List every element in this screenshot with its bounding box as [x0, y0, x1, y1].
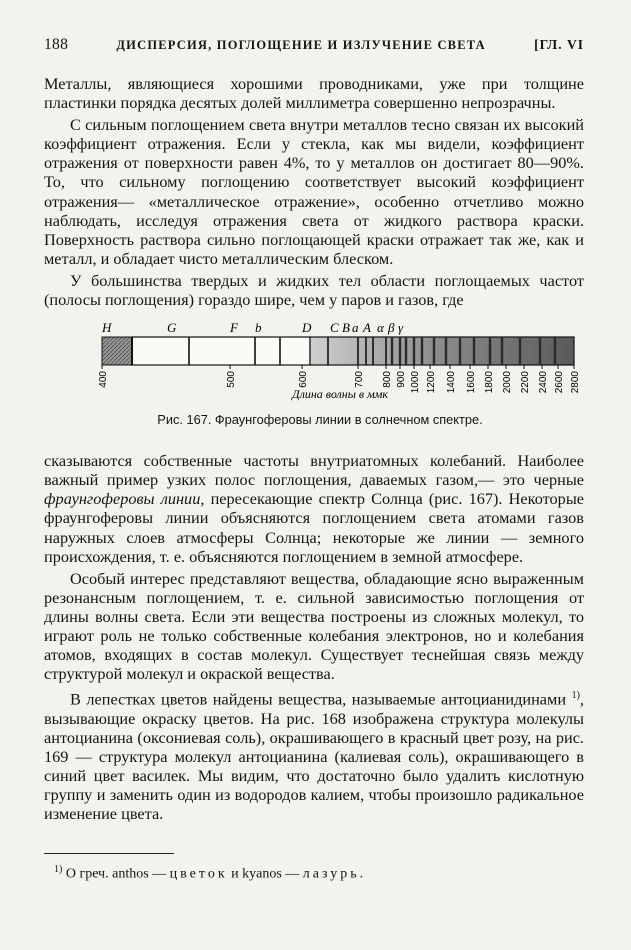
figure-caption: Рис. 167. Фраунгоферовы линии в солнечном спектре. — [157, 412, 483, 428]
footnote-word-azure: лазурь — [302, 866, 360, 882]
footnote — [54, 864, 584, 883]
line-label-11: γ — [398, 320, 404, 336]
spectrum-diagram — [50, 317, 580, 401]
line-label-0: H — [102, 320, 112, 336]
footnote-text-end: . — [359, 866, 364, 882]
line-label-3: b — [255, 320, 262, 336]
line-label-6: B — [342, 320, 350, 336]
paragraph-fraunhofer-lines — [44, 451, 584, 566]
paragraph-anthocyanins — [44, 686, 584, 823]
paragraph-metals-opacity: Металлы, являющиеся хорошими проводниками, уже при толщине пластинки порядка десятых долей миллиметра совершенно непрозрачны. — [44, 74, 584, 113]
spectrum-visible-band — [132, 337, 310, 365]
line-label-9: α — [377, 320, 384, 336]
paragraph-resonance-absorption: Особый интерес представляют вещества, обладающие ясно выраженным резонансным поглощением, т. е. сильной зависимостью поглощения от длины волны света. Если эти вещества построены из сложных молекул, то играют роль не только собственные колебания электронов, но и колебания атомов, входящих в состав молекул. Существует теснейшая связь между структурой молекул и окраской вещества. — [44, 568, 584, 684]
paragraph-metal-reflection: С сильным поглощением света внутри металлов тесно связан их высокий коэффициент отражения. Если у стекла, как мы видели, коэффициент отражения от поверхности равен 4%, то у металлов он достигает 80—90%. То, что сильному поглощению соответствует высокий коэффициент отражения— «металлическое отражение», особенно отчетливо можно наблюдать, исследуя отражения света от жидкого раствора краски. Поверхность раствора сильно поглощающей краски отражает так же, как и металл, и обладает чисто металлическим блеском. — [44, 115, 584, 268]
tick-label-2600: 2600 — [554, 371, 565, 394]
footnote-text-1: О греч. anthos — — [62, 866, 170, 882]
tick-label-900: 900 — [396, 371, 407, 388]
spectrum-violet-end — [102, 337, 132, 365]
para4-text-start: сказываются собственные частоты внутриатомных колебаний. Наиболее важный пример узких полос поглощения, даваемых газом,— это черные — [44, 451, 584, 490]
line-label-8: A — [363, 320, 371, 336]
running-title: ДИСПЕРСИЯ, ПОГЛОЩЕНИЕ И ИЗЛУЧЕНИЕ СВЕТА — [116, 38, 486, 52]
page-number: 188 — [44, 36, 69, 53]
line-label-4: D — [302, 320, 312, 336]
line-label-10: β — [388, 320, 395, 336]
tick-label-700: 700 — [354, 371, 365, 388]
book-page — [44, 36, 584, 883]
running-header — [44, 36, 584, 54]
tick-label-600: 600 — [298, 371, 309, 388]
para6-text-start: В лепестках цветов найдены вещества, называемые антоцианидинами — [70, 689, 572, 709]
line-label-7: a — [352, 320, 359, 336]
line-label-1: G — [167, 320, 177, 336]
tick-label-400: 400 — [98, 371, 109, 388]
figure-fraunhofer-spectrum — [50, 317, 590, 427]
footnote-divider — [44, 853, 174, 854]
fraunhofer-term: фраунгоферовы линии, — [44, 489, 205, 509]
line-label-5: C — [330, 320, 339, 336]
footnote-reference: 1) — [571, 690, 580, 702]
tick-label-500: 500 — [226, 371, 237, 388]
footnote-text-2: и kyanos — — [227, 866, 303, 882]
paragraph-absorption-bands: У большинства твердых и жидких тел области поглощаемых частот (полосы поглощения) гораздо шире, чем у паров и газов, где — [44, 270, 584, 310]
tick-label-1000: 1000 — [410, 371, 421, 394]
fraunhofer-line-labels — [101, 320, 404, 335]
tick-label-2000: 2000 — [502, 371, 513, 394]
tick-label-2800: 2800 — [570, 371, 580, 394]
tick-label-1400: 1400 — [446, 371, 457, 394]
footnote-marker: 1) — [54, 864, 63, 876]
tick-label-2400: 2400 — [538, 371, 549, 394]
line-label-2: F — [230, 320, 238, 336]
tick-label-1200: 1200 — [426, 371, 437, 394]
para4-text-end: пересекающие спектр Солнца (рис. 167). Некоторые фраунгоферовы линии объясняются поглощением света атомами газов наружных слоев атмосферы Солнца; некоторые же линии — земного происхождения, т. е. объясняются поглощением в земной атмосфере. — [44, 489, 584, 566]
spectrum-infrared-band — [310, 337, 574, 365]
footnote-word-flower: цветок — [169, 866, 228, 882]
tick-label-1800: 1800 — [484, 371, 495, 394]
tick-label-800: 800 — [382, 371, 393, 388]
tick-label-1600: 1600 — [466, 371, 477, 394]
axis-label: Длина волны в ммк — [291, 387, 389, 402]
chapter-marker: [ГЛ. VI — [534, 37, 584, 52]
para6-text-end: , вызывающие окраску цветов. На рис. 168 изображена структура молекулы антоцианина (оксониевая соль), окрашивающего в красный цвет розу, на рис. 169 — структура молекул антоцианина (калиевая соль), окрашивающего в синий цвет василек. Мы видим, что достаточно было удалить кислотную группу и заменить один из водородов калием, чтобы произошло радикальное изменение цвета. — [44, 689, 584, 824]
tick-label-2200: 2200 — [520, 371, 531, 394]
